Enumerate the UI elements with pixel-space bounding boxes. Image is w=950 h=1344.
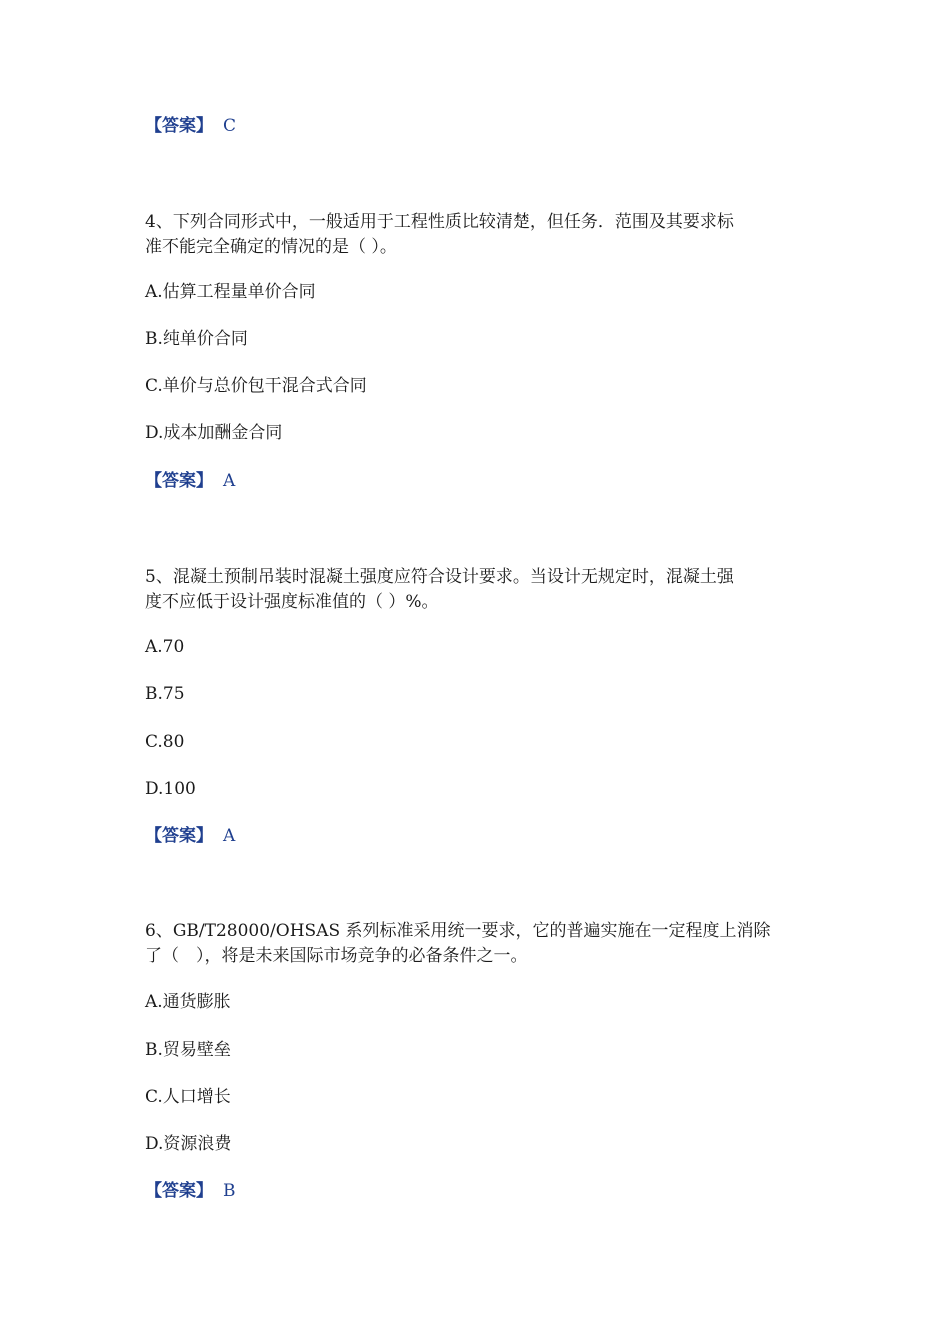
question-4-option-c: C.单价与总价包干混合式合同: [145, 376, 367, 396]
answer-label: 【答案】: [145, 471, 213, 491]
answer-value: A: [223, 471, 236, 491]
answer-line-3: [145, 115, 236, 137]
question-4-option-d: D.成本加酬金合同: [145, 423, 283, 443]
question-6-option-a: A.通货膨胀: [145, 992, 231, 1012]
answer-line-4: [145, 470, 235, 492]
answer-value: C: [223, 116, 237, 136]
answer-label: 【答案】: [145, 116, 213, 136]
question-4-option-a: A.估算工程量单价合同: [145, 282, 316, 302]
question-5-line-2: 度不应低于设计强度标准值的（ ）%。: [145, 592, 439, 612]
question-6-line-2: 了（ ），将是未来国际市场竞争的必备条件之一。: [145, 946, 528, 966]
question-4-line-2: 准不能完全确定的情况的是（ ）。: [145, 237, 397, 257]
question-5-line-1: 5、混凝土预制吊装时混凝土强度应符合设计要求。当设计无规定时，混凝土强: [145, 567, 734, 587]
question-5-option-c: C.80: [145, 732, 185, 752]
answer-line-6: [145, 1180, 236, 1202]
question-5-option-b: B.75: [145, 684, 185, 704]
question-6-line-1: 6、GB/T28000/OHSAS 系列标准采用统一要求，它的普遍实施在一定程度上消除: [145, 921, 771, 941]
question-4-line-1: 4、下列合同形式中，一般适用于工程性质比较清楚，但任务．范围及其要求标: [145, 212, 734, 232]
answer-line-5: [145, 825, 235, 847]
answer-label: 【答案】: [145, 1181, 213, 1201]
answer-value: B: [223, 1181, 236, 1201]
question-6-option-b: B.贸易壁垒: [145, 1040, 231, 1060]
question-5-option-d: D.100: [145, 779, 196, 799]
answer-label: 【答案】: [145, 826, 213, 846]
question-5-option-a: A.70: [145, 637, 185, 657]
question-6-option-d: D.资源浪费: [145, 1134, 232, 1154]
question-6-option-c: C.人口增长: [145, 1087, 231, 1107]
question-4-option-b: B.纯单价合同: [145, 329, 248, 349]
answer-value: A: [223, 826, 236, 846]
